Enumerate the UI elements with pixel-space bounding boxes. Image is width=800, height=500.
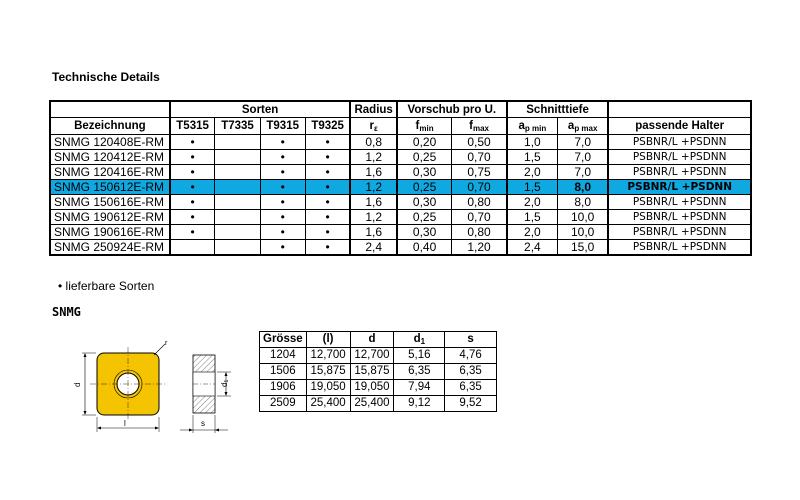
cell-t7335	[215, 240, 260, 256]
cell-halter: PSBNR/L +PSDNN	[608, 225, 751, 240]
label-s: s	[201, 419, 205, 428]
cell-t9325: •	[305, 180, 350, 195]
header-sorten: Sorten	[170, 101, 351, 118]
column-header-row	[50, 118, 751, 135]
table-row	[260, 364, 497, 380]
col-t5315: T5315	[170, 118, 215, 135]
cell-d1: 5,16	[394, 348, 445, 364]
dims-header-row	[260, 332, 497, 348]
cell-apmin: 2,4	[507, 240, 558, 256]
col-bezeichnung: Bezeichnung	[50, 118, 170, 135]
cell-t7335	[215, 165, 260, 180]
table-row	[50, 165, 751, 180]
group-header-row	[50, 101, 751, 118]
cell-t7335	[215, 180, 260, 195]
cell-apmin: 2,0	[507, 165, 558, 180]
cell-t5315: •	[170, 180, 215, 195]
table-row	[50, 135, 751, 150]
cell-apmin: 1,5	[507, 150, 558, 165]
header-schnitttiefe: Schnitttiefe	[507, 101, 609, 118]
cell-fmax: 0,80	[452, 225, 507, 240]
cell-apmin: 1,5	[507, 180, 558, 195]
cell-groesse: 1204	[260, 348, 307, 364]
cell-fmin: 0,25	[397, 150, 452, 165]
availability-note: • lieferbare Sorten	[58, 279, 155, 293]
cell-fmin: 0,25	[397, 180, 452, 195]
table-row	[260, 348, 497, 364]
insert-side-view	[193, 355, 215, 413]
cell-s: 6,35	[445, 380, 497, 396]
cell-fmin: 0,30	[397, 195, 452, 210]
table-row	[260, 380, 497, 396]
table-row	[260, 396, 497, 412]
cell-groesse: 1506	[260, 364, 307, 380]
table-row	[50, 240, 751, 256]
cell-apmax: 15,0	[557, 240, 608, 256]
cell-d1: 9,12	[394, 396, 445, 412]
label-d: d	[73, 382, 82, 387]
cell-s: 9,52	[445, 396, 497, 412]
cell-name: SNMG 120408E-RM	[50, 135, 170, 150]
cell-d1: 6,35	[394, 364, 445, 380]
cell-t9325: •	[305, 240, 350, 256]
cell-groesse: 2509	[260, 396, 307, 412]
cell-t9315: •	[260, 210, 305, 225]
cell-s: 4,76	[445, 348, 497, 364]
cell-fmax: 0,80	[452, 195, 507, 210]
col-radius: $r_\varepsilon$	[350, 118, 396, 135]
cell-groesse: 1906	[260, 380, 307, 396]
label-d1: d1	[220, 379, 230, 387]
cell-t5315: •	[170, 195, 215, 210]
cell-name: SNMG 250924E-RM	[50, 240, 170, 256]
cell-apmax: 7,0	[557, 150, 608, 165]
cell-name: SNMG 150612E-RM	[50, 180, 170, 195]
cell-fmin: 0,30	[397, 165, 452, 180]
cell-s: 6,35	[445, 364, 497, 380]
cell-apmax: 10,0	[557, 225, 608, 240]
cell-t7335	[215, 225, 260, 240]
col-t9325: T9325	[305, 118, 350, 135]
cell-d1: 7,94	[394, 380, 445, 396]
table-row	[50, 210, 751, 225]
col-s: s	[445, 332, 497, 348]
cell-name: SNMG 190612E-RM	[50, 210, 170, 225]
cell-apmin: 2,0	[507, 225, 558, 240]
cell-t5315: •	[170, 135, 215, 150]
cell-fmax: 0,75	[452, 165, 507, 180]
cell-t7335	[215, 150, 260, 165]
cell-fmax: 0,50	[452, 135, 507, 150]
cell-halter: PSBNR/L +PSDNN	[608, 150, 751, 165]
table-row	[50, 225, 751, 240]
table-row	[50, 150, 751, 165]
header-empty-right	[608, 101, 751, 118]
col-groesse: Grösse	[260, 332, 307, 348]
label-l: l	[124, 419, 126, 428]
cell-name: SNMG 150616E-RM	[50, 195, 170, 210]
cell-t5315: •	[170, 165, 215, 180]
cell-fmin: 0,20	[397, 135, 452, 150]
cell-t7335	[215, 210, 260, 225]
cell-t7335	[215, 135, 260, 150]
cell-apmax: 8,0	[557, 195, 608, 210]
cell-t5315	[170, 240, 215, 256]
cell-fmax: 0,70	[452, 150, 507, 165]
cell-r: 1,6	[350, 165, 396, 180]
cell-d: 15,875	[350, 364, 394, 380]
cell-apmin: 1,0	[507, 135, 558, 150]
cell-t5315: •	[170, 225, 215, 240]
col-t9315: T9315	[260, 118, 305, 135]
dimensions-table	[259, 331, 497, 412]
col-halter: passende Halter	[608, 118, 751, 135]
cell-r: 1,6	[350, 225, 396, 240]
cell-fmax: 0,70	[452, 210, 507, 225]
col-apmax: $a_{p max}$	[557, 118, 608, 135]
cell-d: 25,400	[350, 396, 394, 412]
cell-t9315: •	[260, 225, 305, 240]
label-r: r	[165, 340, 168, 347]
cell-apmin: 2,0	[507, 195, 558, 210]
cell-l: 25,400	[306, 396, 350, 412]
cell-t9325: •	[305, 165, 350, 180]
cell-apmax: 7,0	[557, 165, 608, 180]
cell-apmax: 8,0	[557, 180, 608, 195]
cell-t9325: •	[305, 210, 350, 225]
cell-t5315: •	[170, 150, 215, 165]
header-empty	[50, 101, 170, 118]
cell-t5315: •	[170, 210, 215, 225]
cell-name: SNMG 120416E-RM	[50, 165, 170, 180]
cell-r: 1,2	[350, 150, 396, 165]
cell-fmax: 1,20	[452, 240, 507, 256]
cell-apmin: 1,5	[507, 210, 558, 225]
cell-fmax: 0,70	[452, 180, 507, 195]
cell-r: 1,2	[350, 210, 396, 225]
cell-d: 19,050	[350, 380, 394, 396]
cell-l: 19,050	[306, 380, 350, 396]
col-fmax: $f_{max}$	[452, 118, 507, 135]
cell-l: 15,875	[306, 364, 350, 380]
cell-name: SNMG 190616E-RM	[50, 225, 170, 240]
cell-t9315: •	[260, 180, 305, 195]
cell-l: 12,700	[306, 348, 350, 364]
table-row	[50, 195, 751, 210]
cell-t9315: •	[260, 240, 305, 256]
cell-t9315: •	[260, 135, 305, 150]
cell-r: 0,8	[350, 135, 396, 150]
col-fmin: $f_{min}$	[397, 118, 452, 135]
cell-r: 1,2	[350, 180, 396, 195]
cell-apmax: 10,0	[557, 210, 608, 225]
cell-halter: PSBNR/L +PSDNN	[608, 195, 751, 210]
cell-halter: PSBNR/L +PSDNN	[608, 135, 751, 150]
section-title: Technische Details	[52, 70, 160, 84]
col-t7335: T7335	[215, 118, 260, 135]
cell-fmin: 0,40	[397, 240, 452, 256]
cell-halter: PSBNR/L +PSDNN	[608, 180, 751, 195]
cell-t9325: •	[305, 225, 350, 240]
cell-name: SNMG 120412E-RM	[50, 150, 170, 165]
cell-t9315: •	[260, 165, 305, 180]
header-vorschub: Vorschub pro U.	[397, 101, 507, 118]
cell-d: 12,700	[350, 348, 394, 364]
product-label: SNMG	[52, 305, 81, 319]
col-apmin: $a_{p min}$	[507, 118, 558, 135]
cell-r: 2,4	[350, 240, 396, 256]
cell-fmin: 0,25	[397, 210, 452, 225]
cell-apmax: 7,0	[557, 135, 608, 150]
cell-t9315: •	[260, 150, 305, 165]
cell-r: 1,6	[350, 195, 396, 210]
cell-t7335	[215, 195, 260, 210]
cell-halter: PSBNR/L +PSDNN	[608, 210, 751, 225]
col-l: (l)	[306, 332, 350, 348]
cell-halter: PSBNR/L +PSDNN	[608, 240, 751, 256]
col-d1: $d_1$	[394, 332, 445, 348]
cell-t9325: •	[305, 195, 350, 210]
cell-halter: PSBNR/L +PSDNN	[608, 165, 751, 180]
col-d: d	[350, 332, 394, 348]
insert-drawing	[68, 335, 253, 435]
cell-t9315: •	[260, 195, 305, 210]
cell-t9325: •	[305, 135, 350, 150]
cell-t9325: •	[305, 150, 350, 165]
table-row	[50, 180, 751, 195]
cell-fmin: 0,30	[397, 225, 452, 240]
technical-details-table	[49, 100, 752, 256]
header-radius: Radius	[350, 101, 396, 118]
